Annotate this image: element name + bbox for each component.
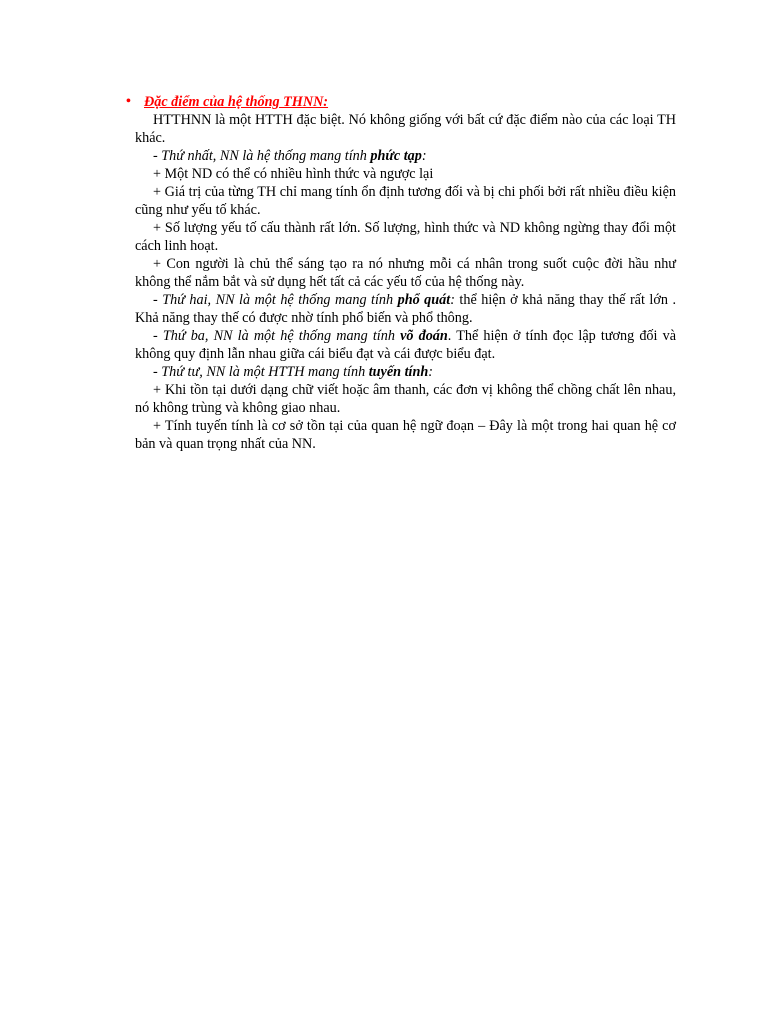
point-four-colon: :: [428, 364, 433, 380]
document-page: [126, 93, 676, 453]
point-one-colon: :: [421, 148, 427, 164]
point-one-heading: [135, 147, 676, 165]
point-two-paragraph: [135, 291, 676, 327]
point-one-item-4: + Con người là chủ thể sáng tạo ra nó nhưng mỗi cá nhân trong suốt cuộc đời hầu như không thể nắm bắt và sử dụng hết tất cả các yếu tố của hệ thống này.: [135, 256, 676, 290]
point-one-prefix: - Thứ nhất, NN là hệ thống mang tính: [153, 148, 371, 164]
point-four-item-1: + Khi tồn tại dưới dạng chữ viết hoặc âm thanh, các đơn vị không thể chồng chất lên nhau, nó không trùng và không giao nhau.: [135, 382, 676, 416]
section-heading: Đặc điểm của hệ thống THNN:: [144, 94, 329, 110]
point-one-item-2: + Giá trị của từng TH chỉ mang tính ổn định tương đối và bị chi phối bởi rất nhiều điều kiện cũng như yếu tố khác.: [135, 184, 676, 218]
intro-paragraph: HTTHNN là một HTTH đặc biệt. Nó không giống với bất cứ đặc điểm nào của các loại TH khác.: [135, 112, 676, 146]
point-three-prefix: - Thứ ba, NN là một hệ thống mang tính: [153, 328, 401, 344]
point-two-body: thể hiện ở khả năng thay thế rất lớn . Khả năng thay thế có được nhờ tính phổ biến và phổ thông.: [135, 292, 676, 326]
point-four-item-2: + Tính tuyến tính là cơ sở tồn tại của quan hệ ngữ đoạn – Đây là một trong hai quan hệ cơ bản và quan trọng nhất của NN.: [135, 418, 676, 452]
section-heading-line: [126, 93, 676, 111]
point-three-keyword: võ đoán: [400, 328, 448, 344]
point-four-prefix: - Thứ tư, NN là một HTTH mang tính: [153, 364, 369, 380]
point-two-colon: :: [450, 292, 455, 308]
bullet-icon: •: [126, 94, 131, 109]
point-one-item-3: + Số lượng yếu tố cấu thành rất lớn. Số lượng, hình thức và ND không ngừng thay đổi một cách linh hoạt.: [135, 220, 676, 254]
point-four-keyword: tuyến tính: [368, 364, 429, 380]
point-three-body: . Thể hiện ở tính đọc lập tương đối và không quy định lẫn nhau giữa cái biểu đạt và cái được biểu đạt.: [135, 328, 676, 362]
point-one-keyword: phức tạp: [370, 148, 422, 164]
point-two-prefix: - Thứ hai, NN là một hệ thống mang tính: [153, 292, 398, 308]
point-four-heading: [135, 363, 676, 381]
point-two-keyword: phổ quát: [397, 292, 451, 308]
point-one-item-1: + Một ND có thể có nhiều hình thức và ngược lại: [153, 166, 434, 182]
point-three-paragraph: [135, 327, 676, 363]
